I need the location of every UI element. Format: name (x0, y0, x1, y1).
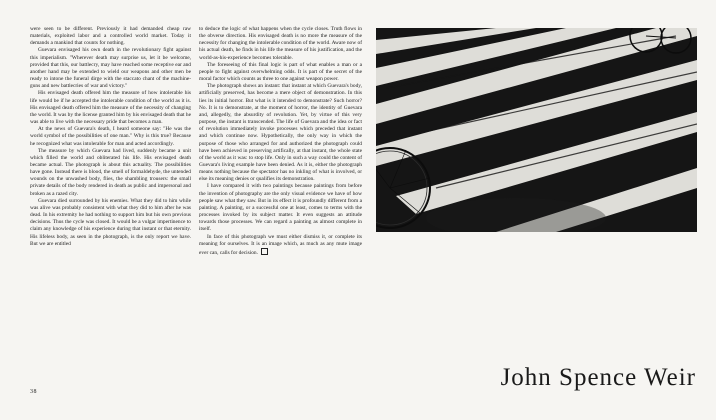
text-column-left (30, 26, 191, 248)
end-of-article-square-icon (261, 248, 268, 255)
paragraph: to deduce the logic of what happens when the cycle closes. Truth flows in the obverse direction. His envisaged death is no more the measure of the necessity for changing the intolerable condition of the world. Aware now of his actual death, he finds in his life the measure of his justification, and the world-as-his-experience becomes tolerable. (199, 26, 362, 61)
paragraph: The measure by which Guevara had lived, suddenly became a unit which filled the world and obliterated his life. His envisaged death became actual. The photograph is about this actuality. The possibilities have gone. Instead there is blood, the smell of formaldehyde, the untended wounds on the unwashed body, flies, the shambling trousers: the small private details of the body rendered in death as public and impersonal and broken as a razed city. (30, 147, 191, 197)
text-column-middle (199, 26, 362, 257)
paragraph: The photograph shows an instant: that instant at which Guevara's body, artificially preserved, has become a mere object of demonstration. In this lies its initial horror. But what is it intended to demonstrate? Such horror? No. It is to demonstrate, at the moment of horror, the identity of Guevara and, allegedly, the absurdity of revolution. Yet, by virtue of this very purpose, the instant is transcended. The life of Guevara and the idea or fact of revolution immediately invoke processes which preceded that instant and which continue now. Hypothetically, the only way in which the purpose of those who arranged for and authorized the photograph could have been achieved in preserving artifically, at that instant, the whole state of the world as it was: to stop life. Only in such a way could the content of Guevara's living example have been denied. As it is, either the photograph means nothing because the spectator has no inkling of what is involved, or else its meaning denies or qualifies its demonstration. (199, 83, 362, 183)
paragraph: His envisaged death offered him the measure of how intolerable his life would be if he accepted the intolerable condition of the world as it is. His envisaged death offered him the measure of the necessity of changing the world. It was by the license granted him by his envisaged death that he was able to live with the necessary pride that becomes a man. (30, 90, 191, 126)
paragraph-last (199, 234, 362, 257)
paragraph: I have compared it with two paintings because paintings from before the invention of photography are the only visual evidence we have of how people saw what they saw. But in its effect it is profoundly different from a painting. A painting, or a successful one at least, comes to terms with the processes invoked by its subject matter. It even suggests an attitude towards those processes. We can regard a painting as almost complete in itself. (199, 183, 362, 233)
paragraph: Guevara envisaged his own death in the revolutionary fight against this imperialism. "Wherever death may surprise us, let it be welcome, provided that this, our battlecry, may have reached some receptive ear and another hand may be extended to wield our weapons and other men be ready to intone the funeral dirge with the staccato chant of the machine-guns and new battlecries of war and victory." (30, 47, 191, 90)
paragraph: Guevara died surrounded by his enemies. What they did to him while was alive was probably consistent with what they did to him after he was dead. In his extremity he had nothing to support him but his own previous decisions. Thus the cycle was closed. It would be a vulgar impertinence to claim any knowledge of his experience during that instant or that eternity. His lifeless body, as seen in the photograph, is the only report we have. But we are entitled (30, 197, 191, 247)
paragraph: were seen to be different. Previously it had demanded cheap raw materials, exploited labor and a controlled world market. Today it demands a mankind that counts for nothing. (30, 26, 191, 47)
paragraph: The foreseeing of this final logic is part of what enables a man or a people to fight against overwhelming odds. It is part of the secret of the moral factor which counts as three to one against weapon power. (199, 61, 362, 83)
photographer-credit: John Spence Weir (500, 364, 696, 391)
paragraph-text: In face of this photograph we must either dismiss it, or complete its meaning for ourselves. It is an image which, as much as any mute image ever can, calls for decision. (199, 233, 362, 256)
bicycle-on-crosswalk-photo (376, 28, 697, 232)
photo-drawing (376, 28, 697, 232)
paragraph: At the news of Guevara's death, I heard someone say: "He was the world symbol of the possibilities of one man." Why is this true? Because he recognized what was intolerable for man and acted accordingly. (30, 126, 191, 147)
page-number: 38 (30, 389, 37, 395)
